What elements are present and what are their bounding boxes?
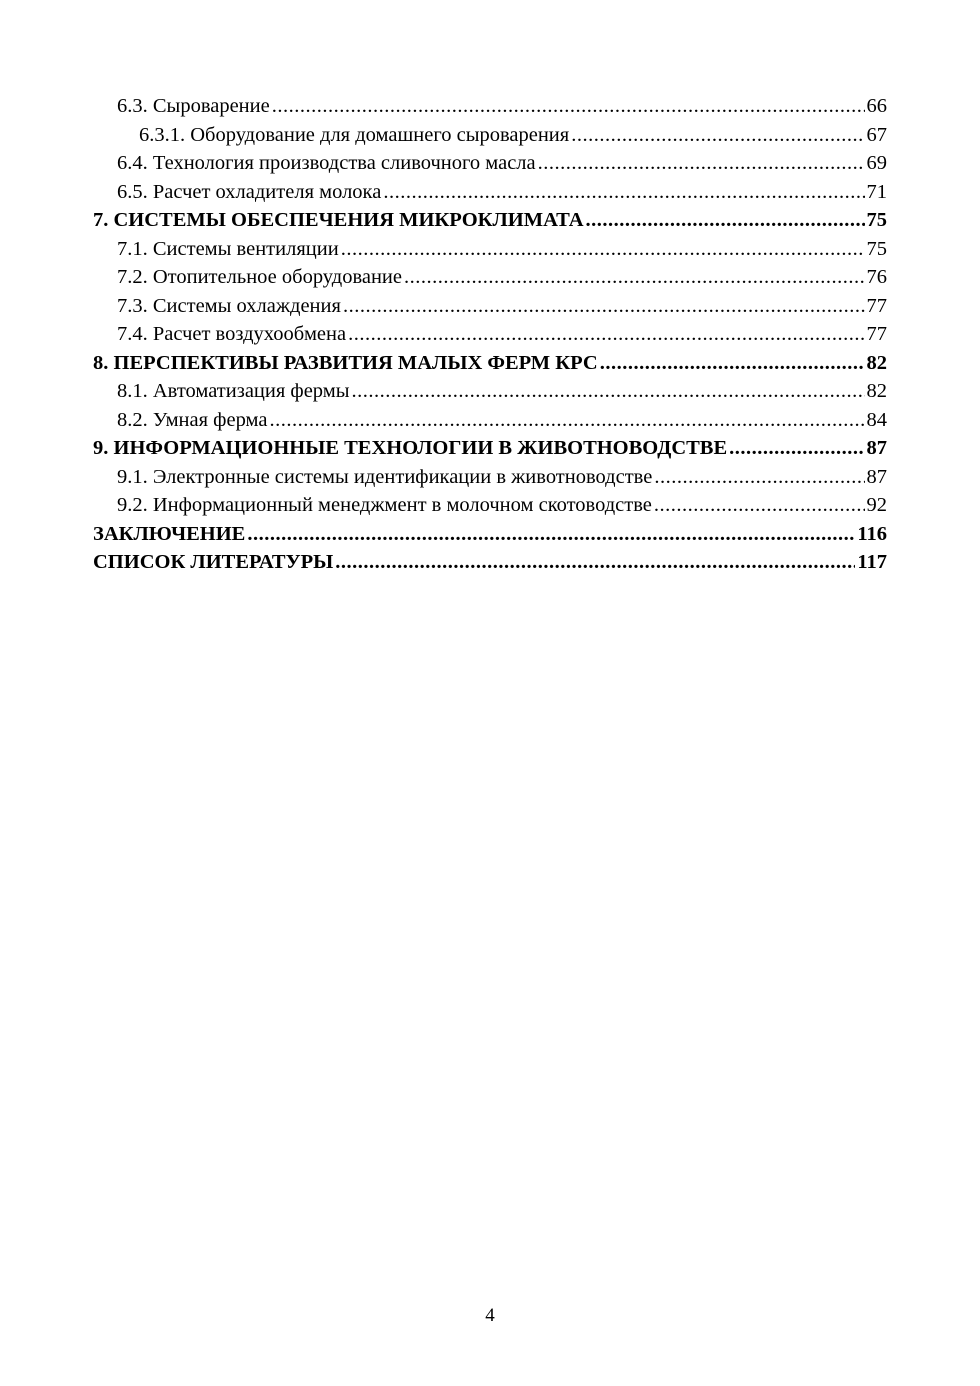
- toc-dot-leader: [404, 263, 865, 292]
- toc-entry[interactable]: [93, 406, 887, 435]
- toc-entry[interactable]: [93, 320, 887, 349]
- toc-entry-title: 6.4. Технология производства сливочного масла: [117, 152, 536, 174]
- toc-dot-leader: [352, 377, 865, 406]
- toc-entry-title: 7.4. Расчет воздухообмена: [117, 323, 347, 345]
- toc-entry-title: 9.1. Электронные системы идентификации в животноводстве: [117, 465, 653, 488]
- toc-entry[interactable]: [93, 149, 887, 178]
- toc-dot-leader: [571, 121, 864, 150]
- table-of-contents: [93, 92, 887, 577]
- toc-entry[interactable]: [93, 292, 887, 321]
- toc-entry-title: 8.1. Автоматизация фермы: [117, 380, 350, 402]
- toc-entry[interactable]: [93, 377, 887, 406]
- toc-chapter-entry[interactable]: [93, 520, 887, 549]
- toc-entry-page: 77: [866, 323, 887, 345]
- toc-entry-page: 82: [866, 351, 887, 374]
- toc-entry[interactable]: [93, 235, 887, 264]
- toc-entry-page: 82: [866, 380, 887, 402]
- toc-entry-page: 92: [866, 494, 887, 516]
- toc-entry-page: 76: [866, 266, 887, 288]
- toc-entry-page: 69: [866, 152, 887, 174]
- toc-entry-page: 71: [866, 180, 887, 203]
- toc-entry-page: 66: [866, 95, 887, 117]
- toc-dot-leader: [600, 349, 865, 378]
- toc-entry-title: 8.2. Умная ферма: [117, 408, 268, 431]
- toc-entry-title: 6.3.1. Оборудование для домашнего сыроварения: [139, 123, 570, 146]
- toc-entry-page: 75: [866, 209, 887, 231]
- toc-entry-page: 84: [866, 408, 887, 431]
- toc-entry-title: СПИСОК ЛИТЕРАТУРЫ: [93, 551, 334, 573]
- toc-entry-page: 116: [857, 522, 887, 545]
- toc-dot-leader: [586, 206, 865, 235]
- toc-chapter-entry[interactable]: [93, 349, 887, 378]
- toc-dot-leader: [348, 320, 864, 349]
- toc-dot-leader: [538, 149, 865, 178]
- toc-entry[interactable]: [93, 121, 887, 150]
- toc-entry-title: 7.1. Системы вентиляции: [117, 237, 339, 260]
- toc-dot-leader: [654, 463, 864, 492]
- toc-entry-page: 87: [866, 465, 887, 488]
- toc-dot-leader: [341, 235, 865, 264]
- toc-entry-page: 87: [866, 437, 887, 459]
- toc-chapter-entry[interactable]: [93, 206, 887, 235]
- toc-dot-leader: [729, 434, 864, 463]
- toc-dot-leader: [654, 491, 865, 520]
- toc-entry-title: 7. СИСТЕМЫ ОБЕСПЕЧЕНИЯ МИКРОКЛИМАТА: [93, 209, 584, 231]
- toc-entry-title: 8. ПЕРСПЕКТИВЫ РАЗВИТИЯ МАЛЫХ ФЕРМ КРС: [93, 351, 598, 374]
- toc-chapter-entry[interactable]: [93, 548, 887, 577]
- toc-entry-page: 67: [866, 123, 887, 146]
- toc-dot-leader: [343, 292, 865, 321]
- toc-entry[interactable]: [93, 263, 887, 292]
- toc-dot-leader: [383, 178, 864, 207]
- toc-entry-title: 9.2. Информационный менеджмент в молочном скотоводстве: [117, 494, 652, 516]
- page-number: 4: [485, 1305, 495, 1326]
- toc-entry[interactable]: [93, 491, 887, 520]
- toc-entry-title: 6.3. Сыроварение: [117, 95, 270, 117]
- toc-entry-title: 7.3. Системы охлаждения: [117, 294, 341, 317]
- toc-entry-title: 9. ИНФОРМАЦИОННЫЕ ТЕХНОЛОГИИ В ЖИВОТНОВОДСТВЕ: [93, 437, 728, 459]
- toc-entry-title: 6.5. Расчет охладителя молока: [117, 180, 382, 203]
- toc-entry-page: 75: [866, 237, 887, 260]
- toc-entry[interactable]: [93, 178, 887, 207]
- toc-dot-leader: [247, 520, 855, 549]
- toc-chapter-entry[interactable]: [93, 434, 887, 463]
- toc-dot-leader: [269, 406, 864, 435]
- toc-entry[interactable]: [93, 92, 887, 121]
- toc-dot-leader: [272, 92, 865, 121]
- toc-entry-page: 117: [857, 551, 887, 573]
- toc-entry-title: 7.2. Отопительное оборудование: [117, 266, 402, 288]
- toc-entry-page: 77: [866, 294, 887, 317]
- toc-entry-title: ЗАКЛЮЧЕНИЕ: [93, 522, 246, 545]
- toc-entry[interactable]: [93, 463, 887, 492]
- toc-dot-leader: [335, 548, 855, 577]
